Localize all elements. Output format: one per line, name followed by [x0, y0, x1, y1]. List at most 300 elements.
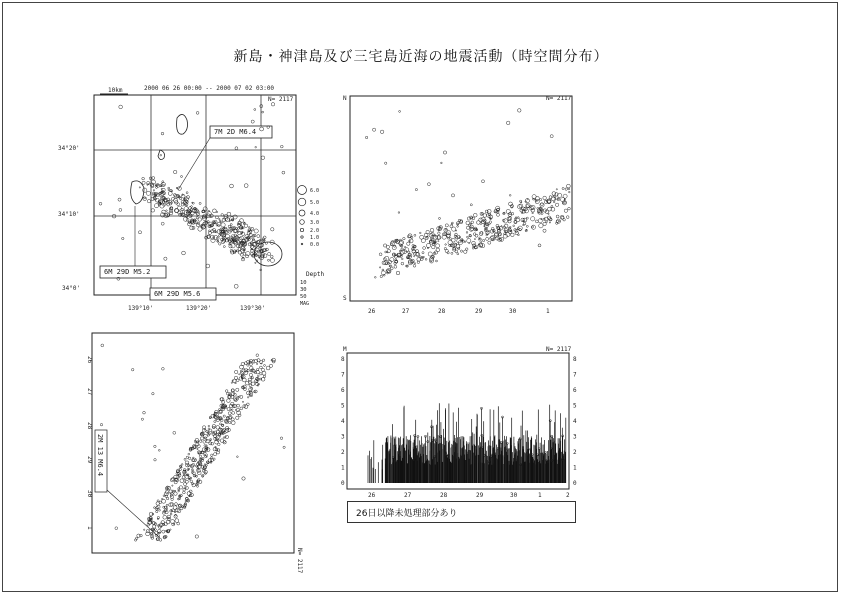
magnitude-legend-item: 4.0 [310, 211, 320, 217]
space-time-point [254, 359, 257, 362]
time-space-point [451, 194, 454, 197]
time-space-point [449, 238, 451, 240]
map-epicenter-point [219, 220, 221, 222]
time-space-point [432, 245, 435, 248]
time-space-point [549, 196, 552, 199]
time-space-point [399, 110, 401, 112]
space-time-point [280, 437, 283, 440]
magnitude-legend-symbol [300, 220, 305, 225]
space-time-point [131, 368, 134, 371]
space-time-point [231, 389, 234, 392]
space-time-point [197, 451, 200, 454]
map-epicenter-point [235, 147, 238, 150]
map-epicenter-point [199, 202, 201, 204]
map-epicenter-point [230, 224, 232, 226]
space-time-point [197, 471, 201, 475]
space-time-point [236, 388, 239, 391]
space-time-point [258, 383, 259, 384]
map-epicenter-point [212, 209, 216, 213]
map-epicenter-point [119, 208, 122, 211]
space-time-point [214, 453, 217, 456]
mt-panel [341, 346, 577, 499]
time-space-point [556, 215, 559, 218]
time-space-point [438, 241, 439, 242]
map-epicenter-point [173, 170, 176, 173]
map-epicenter-point [177, 203, 180, 206]
time-space-point [546, 200, 547, 201]
time-space-point [455, 250, 458, 253]
map-epicenter-point [173, 198, 177, 202]
space-time-point [253, 359, 254, 360]
lon-tick: 139°10' [128, 305, 154, 312]
map-epicenter-point [186, 192, 188, 194]
space-time-point [197, 448, 198, 449]
space-time-point [266, 366, 270, 370]
annotation-label: 7M 2D M6.4 [214, 128, 257, 136]
time-space-point [526, 229, 528, 231]
time-space-points [365, 109, 570, 279]
space-time-point [211, 442, 214, 445]
map-epicenter-point [176, 187, 178, 189]
space-time-point [195, 535, 198, 538]
time-space-point [387, 249, 390, 252]
magnitude-legend-symbol [301, 243, 303, 245]
space-time-point [141, 418, 143, 420]
map-epicenter-point [142, 177, 145, 180]
map-epicenter-point [166, 210, 168, 212]
map-epicenter-point [138, 231, 141, 234]
time-space-point [543, 222, 546, 225]
time-space-point [565, 188, 567, 190]
time-space-point [416, 250, 419, 253]
space-time-point [175, 503, 178, 506]
map-epicenter-point [211, 238, 215, 242]
time-space-point [452, 238, 456, 242]
space-time-point [242, 477, 245, 480]
map-epicenter-point [271, 103, 274, 106]
time-space-point [412, 248, 414, 250]
map-epicenter-point [250, 237, 252, 239]
time-space-point [482, 180, 485, 183]
map-epicenter-point [99, 202, 102, 205]
space-time-point [162, 498, 164, 500]
map-epicenter-point [223, 246, 225, 248]
space-time-point [256, 363, 257, 364]
time-space-point [467, 239, 471, 243]
time-space-point [550, 135, 553, 138]
space-time-point [239, 396, 241, 398]
time-space-ylabel-bottom: S [343, 295, 347, 302]
x-tick-label: 30 [509, 308, 517, 315]
time-space-point [538, 219, 542, 223]
map-header: 2000 06 26 00:00 -- 2000 07 02 03:00 [144, 85, 275, 92]
map-epicenter-point [234, 284, 238, 288]
map-epicenter-point [181, 176, 183, 178]
time-space-point [514, 218, 516, 220]
y-tick-label: 26 [86, 356, 93, 364]
scale-label: 10km [108, 87, 123, 94]
map-epicenter-point [227, 212, 231, 216]
space-time-point [217, 443, 220, 446]
space-time-point [165, 495, 168, 498]
y-tick-label: 1 [341, 464, 345, 472]
space-time-point [219, 423, 221, 425]
space-time-point [247, 397, 248, 398]
magnitude-legend-symbol [301, 236, 303, 238]
map-epicenter-point [255, 252, 259, 256]
map-epicenter-point [167, 204, 170, 207]
magnitude-legend-item: 0.0 [310, 242, 320, 248]
map-epicenter-point [228, 244, 229, 245]
time-space-point [396, 271, 400, 275]
x-tick-label: 1 [546, 308, 550, 315]
map-epicenter-point [261, 156, 265, 160]
space-time-point [186, 456, 188, 458]
annotation-label: 2M 13 M6.4 [96, 434, 104, 477]
map-epicenter-point [139, 187, 140, 188]
space-time-point [115, 527, 118, 530]
space-time-point [180, 479, 184, 483]
space-time-point [170, 513, 172, 515]
map-epicenter-point [230, 184, 234, 188]
space-time-point [174, 490, 176, 492]
time-space-point [563, 219, 565, 221]
time-space-point [380, 275, 382, 277]
time-space-point [505, 230, 506, 231]
time-space-point [541, 203, 544, 206]
map-epicenter-point [221, 223, 225, 227]
time-space-point [470, 204, 472, 206]
space-time-point [200, 437, 203, 440]
time-space-point [436, 244, 440, 248]
space-time-point [170, 478, 174, 482]
time-space-point [441, 162, 443, 164]
x-tick-label: 26 [368, 308, 376, 315]
time-space-point [423, 247, 426, 250]
space-time-point [231, 382, 232, 383]
map-epicenter-point [161, 188, 162, 189]
space-time-point [251, 382, 255, 386]
space-time-points [100, 344, 285, 541]
time-space-point [568, 188, 570, 190]
lat-tick: 34°20' [58, 145, 80, 152]
time-space-point [568, 207, 571, 210]
time-space-point [427, 247, 428, 248]
time-space-point [509, 226, 511, 228]
magnitude-legend-symbol [299, 210, 305, 216]
time-space-point [513, 225, 515, 227]
x-tick-label: 27 [404, 492, 412, 499]
map-epicenter-point [244, 184, 248, 188]
magnitude-legend-title: MAG [300, 301, 310, 307]
space-time-point [162, 530, 165, 533]
island-outline [254, 242, 282, 266]
time-space-point [464, 241, 466, 243]
space-time-count: N= 2117 [296, 548, 303, 574]
time-space-point [526, 225, 528, 227]
space-time-point [182, 476, 185, 479]
time-space-point [540, 199, 542, 201]
space-time-point [236, 416, 239, 419]
lon-tick: 139°20' [186, 305, 212, 312]
time-space-point [460, 250, 462, 252]
time-space-point [456, 245, 460, 249]
x-tick-label: 26 [368, 492, 376, 499]
space-time-point [183, 474, 185, 476]
space-time-point [223, 415, 225, 417]
y-tick-label: 5 [341, 402, 345, 410]
map-epicenter-point [206, 264, 210, 268]
time-space-point [544, 217, 548, 221]
space-time-point [244, 405, 248, 409]
space-time-point [235, 382, 237, 384]
space-time-point [100, 423, 102, 425]
map-epicenter-point [263, 236, 266, 239]
y-tick-label: 1 [86, 526, 93, 530]
space-time-point [163, 506, 165, 508]
note-box: 26日以降未処理部分あり [347, 501, 576, 523]
time-space-point [403, 237, 405, 239]
magnitude-legend-item: 3.0 [310, 220, 320, 226]
space-time-point [184, 458, 186, 460]
time-space-point [536, 200, 537, 201]
time-space-count: N= 2117 [546, 95, 572, 102]
space-time-point [151, 533, 154, 536]
time-space-point [385, 256, 389, 260]
map-epicenter-point [161, 132, 164, 135]
x-tick-label: 27 [402, 308, 410, 315]
space-time-point [184, 483, 187, 486]
magnitude-legend-symbol [298, 198, 306, 206]
space-time-point [239, 374, 240, 375]
space-time-point [251, 395, 253, 397]
time-space-point [415, 188, 417, 190]
space-time-point [194, 459, 196, 461]
map-epicenter-point [154, 204, 158, 208]
space-time-point [227, 417, 228, 418]
time-space-point [373, 128, 376, 131]
time-space-point [404, 246, 405, 247]
x-tick-label: 29 [475, 308, 483, 315]
time-space-point [445, 244, 447, 246]
space-time-point [188, 457, 191, 460]
y-tick-label: 29 [86, 456, 93, 464]
time-space-point [409, 239, 413, 243]
map-epicenter-point [146, 191, 150, 195]
time-space-point [475, 234, 478, 237]
space-time-point [156, 508, 158, 510]
time-space-point [407, 242, 410, 245]
time-space-point [543, 196, 547, 200]
space-time-point [154, 459, 156, 461]
space-time-point [237, 456, 239, 458]
map-epicenter-point [251, 229, 253, 231]
space-time-point [163, 515, 167, 519]
map-epicenter-point [151, 209, 154, 212]
map-epicenter-point [219, 235, 221, 237]
space-time-point [163, 495, 165, 497]
time-space-point [478, 239, 480, 241]
annotation-label: 6M 29D M5.2 [104, 268, 151, 276]
map-epicenter-point [254, 109, 256, 111]
map-epicenter-point [151, 197, 154, 200]
time-space-point [427, 183, 430, 186]
time-space-point [546, 221, 548, 223]
space-time-point [179, 486, 182, 489]
x-tick-label: 30 [510, 492, 518, 499]
x-tick-label: 28 [438, 308, 446, 315]
map-epicenter-point [182, 251, 186, 255]
time-space-point [555, 203, 558, 206]
time-space-point [430, 228, 434, 232]
time-space-point [365, 136, 367, 138]
y-tick-label: 30 [86, 490, 93, 498]
space-time-point [231, 421, 235, 425]
time-space-point [464, 250, 467, 253]
y-tick-label: 0 [341, 480, 345, 487]
mt-ylabel: M [343, 346, 347, 353]
y-tick-label: 5 [573, 402, 577, 410]
space-time-point [253, 362, 254, 363]
time-space-point [379, 253, 382, 256]
space-time-point [240, 407, 243, 410]
time-space-point [390, 267, 393, 270]
space-time-point [158, 449, 160, 451]
map-epicenter-point [251, 120, 254, 123]
space-time-point [204, 445, 206, 447]
space-time-point [249, 384, 252, 387]
time-space-point [383, 244, 386, 247]
space-time-point [144, 529, 145, 530]
y-tick-label: 1 [573, 464, 577, 472]
map-epicenter-point [161, 222, 164, 225]
map-epicenter-point [147, 200, 150, 203]
space-time-point [174, 523, 175, 524]
map-frame [94, 95, 296, 295]
time-space-point [434, 251, 437, 254]
space-time-point [210, 438, 212, 440]
magnitude-legend-item: 2.0 [310, 228, 320, 234]
time-space-point [488, 241, 491, 244]
time-space-point [385, 162, 387, 164]
y-tick-label: 8 [573, 356, 577, 363]
time-space-point [421, 239, 425, 243]
time-space-point [436, 260, 438, 262]
x-tick-label: 2 [566, 492, 570, 499]
time-space-point [452, 227, 456, 231]
map-epicenter-point [196, 211, 197, 212]
map-epicenter-point [147, 181, 150, 184]
space-time-point [206, 440, 209, 443]
time-space-point [408, 251, 410, 253]
space-time-point [262, 359, 264, 361]
time-space-point [374, 276, 376, 278]
island-outline [177, 114, 188, 134]
space-time-point [143, 411, 146, 414]
time-space-point [562, 203, 564, 205]
time-space-ylabel-top: N [343, 95, 347, 102]
time-space-point [567, 184, 571, 188]
space-time-point [174, 492, 177, 495]
map-epicenter-point [219, 218, 220, 219]
map-epicenter-point [198, 227, 202, 231]
time-space-point [401, 262, 404, 265]
space-time-point [159, 539, 162, 542]
map-epicenter-point [196, 223, 199, 226]
space-time-point [159, 509, 161, 511]
lon-tick: 139°30' [240, 305, 266, 312]
space-time-point [166, 504, 168, 506]
time-space-point [414, 256, 415, 257]
space-time-point [205, 451, 206, 452]
space-time-point [188, 501, 190, 503]
time-space-point [385, 251, 387, 253]
map-epicenter-point [219, 243, 221, 245]
map-epicenter-point [262, 111, 264, 113]
annotation-label: 6M 29D M5.6 [154, 290, 201, 298]
time-space-point [526, 217, 528, 219]
time-space-point [398, 212, 400, 214]
y-tick-label: 28 [86, 422, 93, 430]
annotation-leader [178, 138, 210, 190]
time-space-point [550, 218, 552, 220]
time-space-panel [343, 95, 572, 315]
space-time-point [247, 364, 249, 366]
map-epicenter-point [196, 112, 199, 115]
time-space-point [480, 241, 482, 243]
space-time-point [179, 505, 181, 507]
space-time-point [227, 399, 231, 403]
space-time-point [256, 354, 259, 357]
time-space-point [414, 234, 416, 236]
lat-tick: 34°10' [58, 211, 80, 218]
map-epicenter-point [153, 190, 154, 191]
space-time-point [154, 445, 156, 447]
time-space-point [532, 212, 533, 213]
time-space-point [387, 272, 389, 274]
y-tick-label: 2 [573, 449, 577, 456]
magnitude-legend-symbol [298, 186, 307, 195]
space-time-point [218, 428, 222, 432]
y-tick-label: 6 [341, 387, 345, 394]
mt-count: N= 2117 [546, 346, 572, 353]
depth-legend-item: 30 [300, 287, 307, 293]
map-epicenter-point [244, 224, 247, 227]
time-space-point [551, 205, 553, 207]
space-time-point [260, 373, 262, 375]
map-epicenter-point [238, 248, 241, 251]
map-epicenter-point [168, 192, 172, 196]
map-epicenter-point [237, 235, 239, 237]
map-epicenter-point [282, 171, 285, 174]
space-time-point [264, 364, 266, 366]
map-count: N= 2117 [268, 96, 294, 103]
time-space-point [445, 229, 447, 231]
space-time-point [255, 383, 258, 386]
time-space-point [523, 224, 525, 226]
space-time-point [152, 392, 154, 394]
space-time-point [257, 359, 260, 362]
time-space-point [467, 236, 469, 238]
space-time-point [228, 412, 231, 415]
time-space-point [394, 265, 397, 268]
map-epicenter-point [164, 257, 167, 260]
space-time-point [155, 529, 157, 531]
time-space-point [548, 213, 549, 214]
time-space-point [564, 209, 567, 212]
time-space-point [488, 230, 490, 232]
magnitude-legend-item: 5.0 [310, 200, 320, 206]
